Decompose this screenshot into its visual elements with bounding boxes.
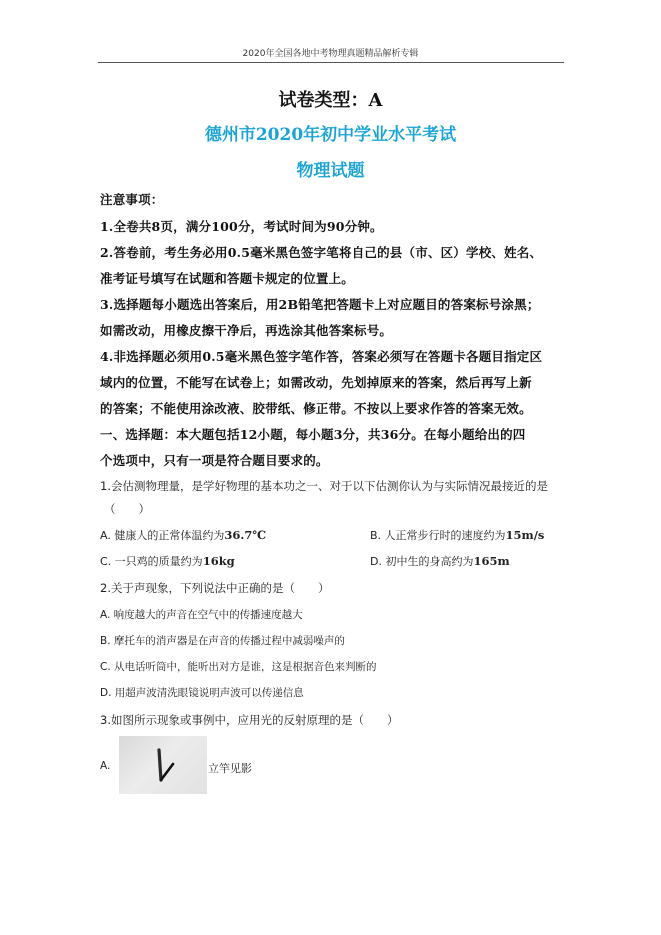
note-line: 1.全卷共8页，满分100分，考试时间为90分钟。 <box>100 219 383 234</box>
stick-shadow-icon <box>119 736 207 794</box>
note-line: 的答案；不能使用涂改液、胶带纸、修正带。不按以上要求作答的答案无效。 <box>100 401 532 416</box>
question-2-option-c: C. 从电话听筒中，能听出对方是谁，这是根据音色来判断的 <box>100 661 377 673</box>
question-1-bracket: （ ） <box>104 502 150 516</box>
stick-shadow-photo <box>119 736 207 794</box>
question-2-option-b: B. 摩托车的消声器是在声音的传播过程中减弱噪声的 <box>100 635 345 647</box>
question-1-option-d <box>370 553 510 569</box>
option-text: D. 初中生的身高约为 <box>370 555 474 568</box>
note-line: 域内的位置，不能写在试卷上；如需改动，先划掉原来的答案，然后再写上新 <box>100 375 532 390</box>
question-2-option-d: D. 用超声波清洗眼镜说明声波可以传递信息 <box>100 687 304 699</box>
question-1-option-b <box>370 527 544 543</box>
question-3-option-a-caption: 立竿见影 <box>208 762 252 775</box>
note-line: 2.答卷前，考生务必用0.5毫米黑色签字笔将自己的县（市、区）学校、姓名、 <box>100 245 543 260</box>
option-text: A. 健康人的正常体温约为 <box>100 529 225 542</box>
option-text: C. 一只鸡的质量约为 <box>100 555 203 568</box>
note-line: 如需改动，用橡皮擦干净后，再选涂其他答案标号。 <box>100 323 393 338</box>
section-heading: 一、选择题：本大题包括12小题，每小题3分，共36分。在每小题给出的四 <box>100 427 526 442</box>
option-value: 165m <box>473 554 510 568</box>
question-1-option-a <box>100 527 266 543</box>
exam-title: 德州市2020年初中学业水平考试 <box>204 125 457 145</box>
question-1-option-c <box>100 553 235 569</box>
question-2-option-a: A. 响度越大的声音在空气中的传播速度越大 <box>100 609 303 621</box>
question-3-option-a-label: A. <box>100 760 111 772</box>
exam-subtitle: 物理试题 <box>296 161 365 181</box>
section-heading-cont: 个选项中，只有一项是符合题目要求的。 <box>100 453 329 468</box>
question-2-stem: 2.关于声现象，下列说法中正确的是（ ） <box>100 581 330 595</box>
question-3-stem: 3.如图所示现象或事例中，应用光的反射原理的是（ ） <box>100 713 399 727</box>
option-value: 36.7℃ <box>224 528 267 542</box>
question-1-stem: 1.会估测物理量，是学好物理的基本功之一、对于以下估测你认为与实际情况最接近的是 <box>100 479 548 493</box>
option-value: 15m/s <box>505 528 545 542</box>
option-text: B. 人正常步行时的速度约为 <box>370 529 506 542</box>
notes-heading: 注意事项： <box>100 192 164 207</box>
note-line: 准考证号填写在试题和答题卡规定的位置上。 <box>100 271 355 286</box>
note-line: 3.选择题每小题选出答案后，用2B铅笔把答题卡上对应题目的答案标号涂黑； <box>100 297 540 312</box>
paper-type: 试卷类型：A <box>278 90 383 111</box>
note-line: 4.非选择题必须用0.5毫米黑色签字笔作答，答案必须写在答题卡各题目指定区 <box>100 349 543 364</box>
option-value: 16kg <box>202 554 235 568</box>
header-divider <box>98 62 564 63</box>
page-header: 2020年全国各地中考物理真题精品解析专辑 <box>242 49 419 59</box>
